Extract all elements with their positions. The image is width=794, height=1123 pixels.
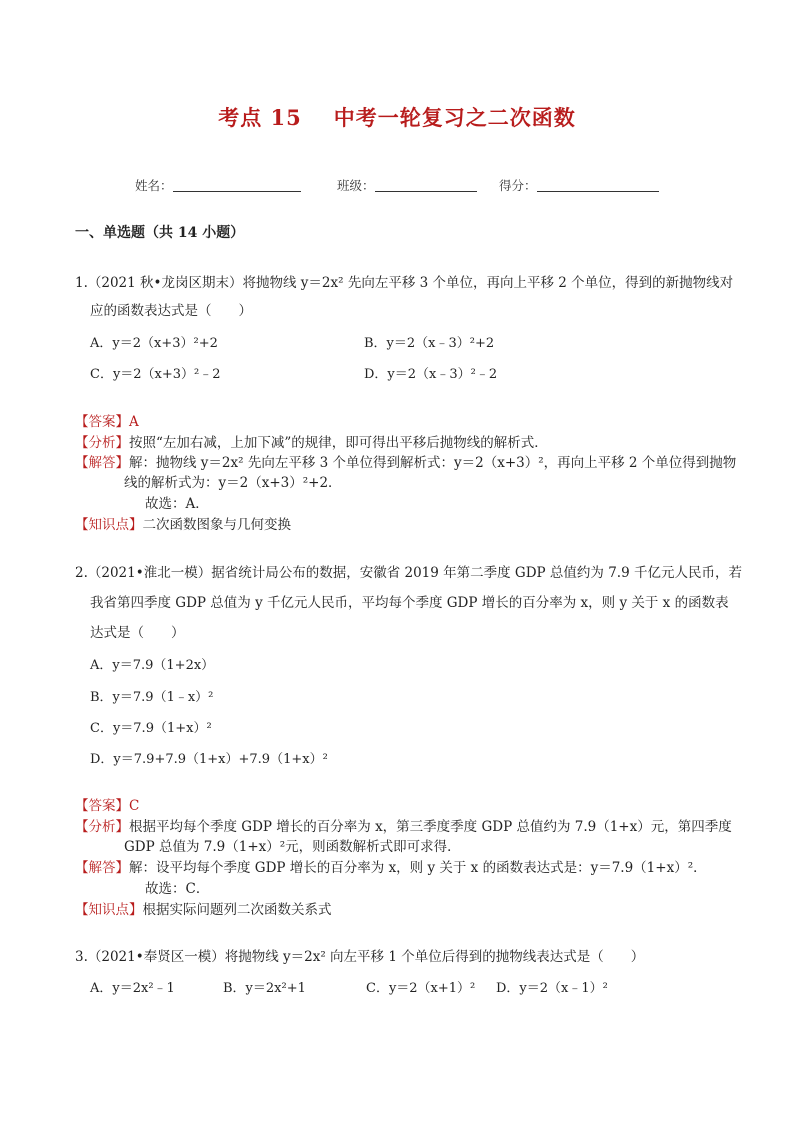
q3-option-d[interactable]: D．y＝2（x﹣1）² [496,981,608,996]
q2-solution [75,856,707,876]
q1-stem-line1: 1.（2021 秋•龙岗区期末）将抛物线 y＝2x² 先向左平移 3 个单位，再向上平移 2 个单位，得到的新抛物线对 [75,275,734,291]
analysis-text: 按照“左加右减，上加下减”的规律，即可得出平移后抛物线的解析式． [129,435,548,451]
solution-tag: 【解答】 [75,455,129,471]
q2-option-a[interactable]: A．y＝7.9（1+2x） [90,658,215,673]
q2-analysis [75,815,732,835]
analysis-tag: 【分析】 [75,819,129,835]
q1-stem-line2: 应的函数表达式是（ ） [90,303,252,319]
q1-analysis [75,431,548,451]
q3-option-c[interactable]: C．y＝2（x+1）² [366,981,476,996]
q2-stem-line3: 达式是（ ） [90,625,185,641]
q1-option-c[interactable]: C．y＝2（x+3）²﹣2 [90,367,221,382]
solution-line1: 解：抛物线 y＝2x² 先向左平移 3 个单位得到解析式：y＝2（x+3）²，再向上平移 2 个单位得到抛物 [129,455,737,471]
q3-stem-line1: 3.（2021•奉贤区一模）将抛物线 y＝2x² 向左平移 1 个单位后得到的抛物线表达式是（ ） [75,949,645,965]
q2-answer [75,794,139,814]
q2-option-c[interactable]: C．y＝7.9（1+x）² [90,721,212,736]
q2-stem-line1: 2.（2021•淮北一模）据省统计局公布的数据，安徽省 2019 年第二季度 GDP 总值约为 7.9 千亿元人民币，若 [75,565,742,581]
name-field[interactable] [135,176,301,194]
q1-option-a[interactable]: A．y＝2（x+3）²+2 [90,336,218,351]
q1-option-d[interactable]: D．y＝2（x﹣3）²﹣2 [364,367,498,382]
solution-tag: 【解答】 [75,860,129,876]
score-field[interactable] [499,176,659,194]
analysis-line1: 根据平均每个季度 GDP 增长的百分率为 x，第三季度季度 GDP 总值约为 7.9（1+x）元，第四季度 [129,819,732,835]
title-topic-number: 考点 15 [218,105,302,130]
answer-value: A [129,414,139,430]
q3-option-a[interactable]: A．y＝2x²﹣1 [90,981,175,996]
score-blank[interactable] [537,179,659,192]
class-field[interactable] [337,176,477,194]
q2-option-b[interactable]: B．y＝7.9（1﹣x）² [90,690,214,705]
class-blank[interactable] [375,179,477,192]
name-label: 姓名： [135,178,173,193]
q1-solution-line2: 线的解析式为：y＝2（x+3）²+2． [124,475,342,491]
score-label: 得分： [499,178,537,193]
q1-knowledge-point [75,513,291,533]
q3-option-b[interactable]: B．y＝2x²+1 [223,981,306,996]
title-topic-name: 中考一轮复习之二次函数 [333,105,576,130]
solution-line1: 解：设平均每个季度 GDP 增长的百分率为 x，则 y 关于 x 的函数表达式是：y＝7.9（1+x）²． [129,860,707,876]
q1-solution [75,451,736,471]
q1-answer [75,410,139,430]
q1-option-b[interactable]: B．y＝2（x﹣3）²+2 [364,336,495,351]
class-label: 班级： [337,178,375,193]
q1-solution-line3: 故选：A． [145,496,209,512]
answer-tag: 【答案】 [75,414,129,430]
q2-knowledge-point [75,898,332,918]
analysis-tag: 【分析】 [75,435,129,451]
knowledge-tag: 【知识点】 [75,517,143,533]
page-title [0,102,794,132]
name-blank[interactable] [173,179,301,192]
q2-option-d[interactable]: D．y＝7.9+7.9（1+x）+7.9（1+x）² [90,752,328,767]
answer-value: C [129,798,140,814]
knowledge-text: 二次函数图象与几何变换 [142,517,291,533]
section-title: 一、单选题（共 14 小题） [75,225,245,241]
knowledge-text: 根据实际问题列二次函数关系式 [142,902,332,918]
answer-tag: 【答案】 [75,798,129,814]
knowledge-tag: 【知识点】 [75,902,143,918]
q2-solution-line2: 故选：C． [145,881,210,897]
q2-stem-line2: 我省第四季度 GDP 总值为 y 千亿元人民币，平均每个季度 GDP 增长的百分率为 x，则 y 关于 x 的函数表 [90,595,729,611]
q2-analysis-line2: GDP 总值为 7.9（1+x）²元，则函数解析式即可求得． [124,839,461,855]
